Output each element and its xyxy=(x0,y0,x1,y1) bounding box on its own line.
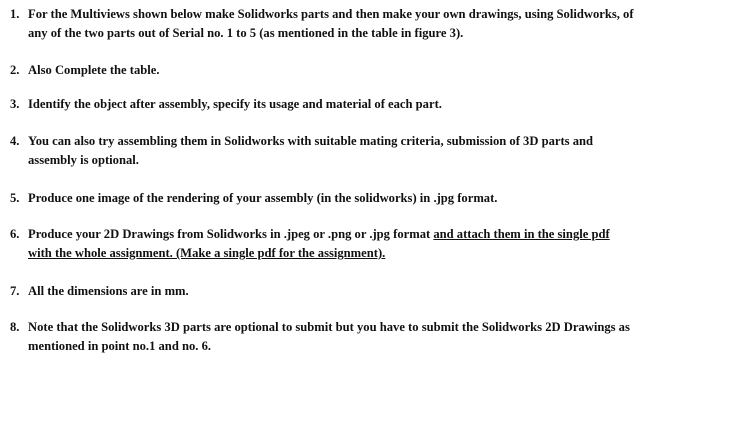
item-text: assembly is optional. xyxy=(28,153,139,167)
item-text: For the Multiviews shown below make Solidworks parts and then make your own drawings, using Solidworks, of xyxy=(28,7,634,21)
item-number: 8. xyxy=(10,320,20,334)
item-text: All the dimensions are in mm. xyxy=(28,284,189,298)
item-number: 6. xyxy=(10,227,20,241)
item-text: Produce one image of the rendering of your assembly (in the solidworks) in .jpg format. xyxy=(28,191,498,205)
underlined-text: with the whole assignment. (Make a single pdf for the assignment). xyxy=(28,246,386,260)
item-text: Note that the Solidworks 3D parts are optional to submit but you have to submit the Solidworks 2D Drawings as xyxy=(28,320,630,334)
item-text: You can also try assembling them in Solidworks with suitable mating criteria, submission of 3D parts and xyxy=(28,134,594,148)
item-number: 3. xyxy=(10,97,20,111)
underlined-text: and attach them in the single pdf xyxy=(433,227,610,241)
item-number: 4. xyxy=(10,134,20,148)
item-text-line xyxy=(28,227,610,242)
item-text: Produce your 2D Drawings from Solidworks in .jpeg or .png or .jpg format xyxy=(28,227,434,241)
item-number: 2. xyxy=(10,63,20,77)
item-number: 7. xyxy=(10,284,20,298)
item-number: 1. xyxy=(10,7,20,21)
item-text: mentioned in point no.1 and no. 6. xyxy=(28,339,212,353)
item-text: any of the two parts out of Serial no. 1 to 5 (as mentioned in the table in figure 3). xyxy=(28,26,464,40)
item-number: 5. xyxy=(10,191,20,205)
item-text: Also Complete the table. xyxy=(28,63,160,77)
item-text: Identify the object after assembly, specify its usage and material of each part. xyxy=(28,97,442,111)
